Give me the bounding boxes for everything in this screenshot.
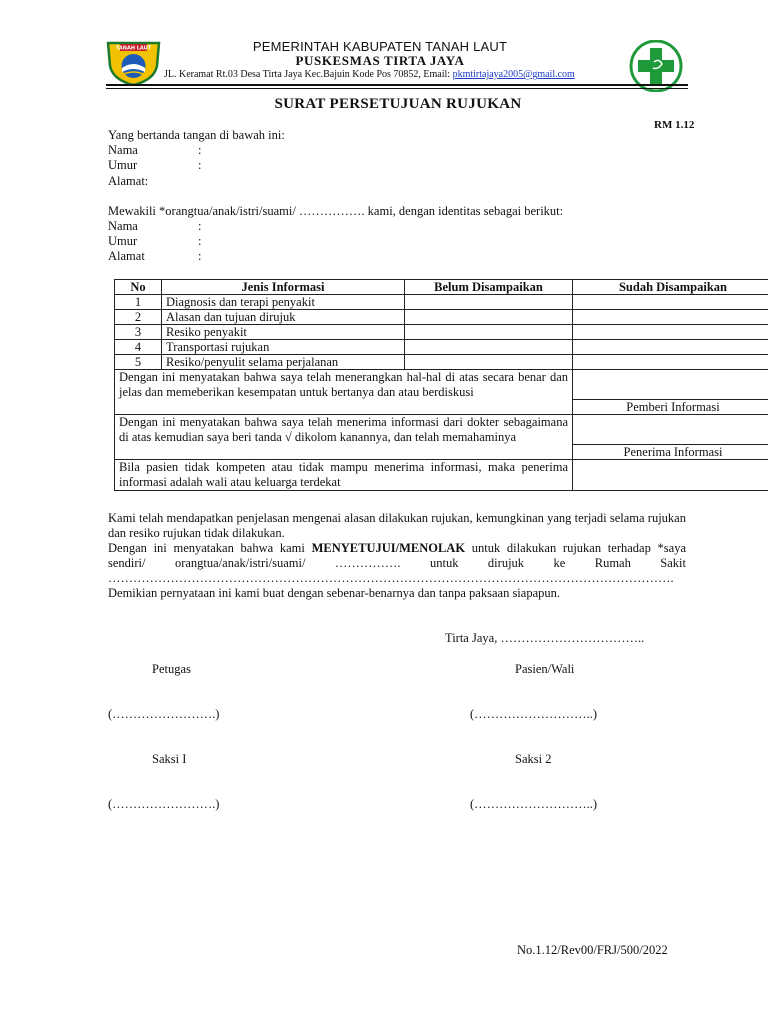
field-label: Umur	[108, 158, 138, 172]
header-sudah-disampaikan: Sudah Disampaikan	[573, 280, 768, 295]
field-umur-2	[108, 234, 308, 249]
row-info: Resiko penyakit	[162, 325, 405, 340]
paragraph-consent	[108, 541, 686, 586]
sudah-checkbox-cell[interactable]	[573, 325, 768, 340]
consent-text-a: Dengan ini menyatakan bahwa kami	[108, 541, 312, 555]
table-row	[115, 295, 768, 310]
sudah-checkbox-cell[interactable]	[573, 310, 768, 325]
row-info: Alasan dan tujuan dirujuk	[162, 310, 405, 325]
signature-line-saksi-1[interactable]: (…………………….)	[108, 797, 220, 811]
row-info: Diagnosis dan terapi penyakit	[162, 295, 405, 310]
table-row	[115, 340, 768, 355]
header-no: No	[115, 280, 162, 295]
row-number: 4	[115, 340, 162, 355]
header-address	[164, 69, 575, 80]
row-number: 3	[115, 325, 162, 340]
field-colon: :	[198, 234, 202, 248]
field-label: Umur	[108, 234, 138, 248]
sudah-checkbox-cell[interactable]	[573, 355, 768, 370]
header-jenis-informasi: Jenis Informasi	[162, 280, 405, 295]
consent-choice: MENYETUJUI/MENOLAK	[311, 541, 466, 555]
label-saksi-1: Saksi I	[152, 752, 187, 766]
label-penerima-informasi: Penerima Informasi	[573, 445, 768, 460]
information-table	[114, 279, 768, 491]
header-rule-thin	[106, 88, 688, 89]
paragraph-explanation: Kami telah mendapatkan penjelasan mengenai alasan dilakukan rujukan, kemungkinan yang terjadi selama rujukan dan resiko rujukan tidak dilakukan.	[108, 511, 686, 540]
table-row	[115, 355, 768, 370]
label-pasien-wali: Pasien/Wali	[515, 662, 575, 676]
table-row	[115, 310, 768, 325]
header-government: PEMERINTAH KABUPATEN TANAH LAUT	[252, 39, 508, 54]
statement-penerima: Dengan ini menyatakan bahwa saya telah menerima informasi dari dokter sebagaimana di atas kemudian saya beri tanda √ dikolom kanannya, dan telah memahaminya	[115, 415, 573, 460]
label-pemberi-informasi: Pemberi Informasi	[573, 400, 768, 415]
document-code: RM 1.12	[654, 119, 695, 131]
header-rule-thick	[106, 84, 688, 86]
sudah-checkbox-cell[interactable]	[573, 340, 768, 355]
field-label: Alamat	[108, 249, 145, 263]
field-colon: :	[198, 143, 202, 157]
row-number: 1	[115, 295, 162, 310]
place-date: Tirta Jaya, ……………………………..	[445, 631, 645, 645]
consent-text-b: untuk dilakukan rujukan terhadap *saya sendiri/ orangtua/anak/istri/suami/ ……………. untuk dirujuk ke Rumah Sakit ……………………………………………………………………………………………………………………….	[108, 541, 686, 585]
representing-text: Mewakili *orangtua/anak/istri/suami/ ……………. kami, dengan identitas sebagai berikut:	[108, 204, 564, 218]
statement-wali: Bila pasien tidak kompeten atau tidak mampu menerima informasi, maka penerima informasi adalah wali atau keluarga terdekat	[115, 460, 573, 491]
document-reference: No.1.12/Rev00/FRJ/500/2022	[517, 943, 668, 957]
row-info: Transportasi rujukan	[162, 340, 405, 355]
signature-box-penerima[interactable]	[573, 415, 768, 445]
signature-line-pasien[interactable]: (………………………..)	[470, 707, 598, 721]
table-row	[115, 325, 768, 340]
row-info: Resiko/penyulit selama perjalanan	[162, 355, 405, 370]
logo-left-text: TANAH LAUT	[115, 45, 152, 52]
table-header-row	[115, 280, 768, 295]
field-colon: :	[198, 158, 202, 172]
intro-text: Yang bertanda tangan di bawah ini:	[108, 128, 285, 142]
header-belum-disampaikan: Belum Disampaikan	[405, 280, 573, 295]
statement-row-2	[115, 415, 768, 445]
signature-line-saksi-2[interactable]: (………………………..)	[470, 797, 598, 811]
header-puskesmas: PUSKESMAS TIRTA JAYA	[295, 53, 465, 68]
statement-row-3	[115, 460, 768, 491]
field-label: Nama	[108, 219, 138, 233]
sudah-checkbox-cell[interactable]	[573, 295, 768, 310]
row-number: 2	[115, 310, 162, 325]
signature-line-petugas[interactable]: (…………………….)	[108, 707, 220, 721]
email-link[interactable]: pkmtirtajaya2005@gmail.com	[452, 69, 575, 80]
row-number: 5	[115, 355, 162, 370]
signature-box-pemberi[interactable]	[573, 370, 768, 400]
label-petugas: Petugas	[152, 662, 191, 676]
field-colon: :	[198, 219, 202, 233]
belum-checkbox-cell[interactable]	[405, 340, 573, 355]
address-text: JL. Keramat Rt.03 Desa Tirta Jaya Kec.Bajuin Kode Pos 70852, Email:	[164, 69, 453, 80]
field-alamat-2	[108, 249, 308, 264]
statement-pemberi: Dengan ini menyatakan bahwa saya telah menerangkan hal-hal di atas secara benar dan jelas dan memeberikan kesempatan untuk bertanya dan atau berdiskusi	[115, 370, 573, 415]
paragraph-closing: Demikian pernyataan ini kami buat dengan sebenar-benarnya dan tanpa paksaan siapapun.	[108, 586, 561, 600]
belum-checkbox-cell[interactable]	[405, 310, 573, 325]
field-nama-2	[108, 219, 308, 234]
field-colon: :	[198, 249, 202, 263]
field-umur-1	[108, 158, 308, 173]
belum-checkbox-cell[interactable]	[405, 355, 573, 370]
signature-box-wali[interactable]	[573, 460, 768, 491]
field-alamat-1: Alamat:	[108, 174, 149, 188]
document-title: SURAT PERSETUJUAN RUJUKAN	[274, 96, 522, 112]
field-label: Nama	[108, 143, 138, 157]
belum-checkbox-cell[interactable]	[405, 325, 573, 340]
statement-row-1	[115, 370, 768, 400]
tanah-laut-logo	[106, 40, 161, 86]
label-saksi-2: Saksi 2	[515, 752, 552, 766]
belum-checkbox-cell[interactable]	[405, 295, 573, 310]
field-nama-1	[108, 143, 308, 158]
